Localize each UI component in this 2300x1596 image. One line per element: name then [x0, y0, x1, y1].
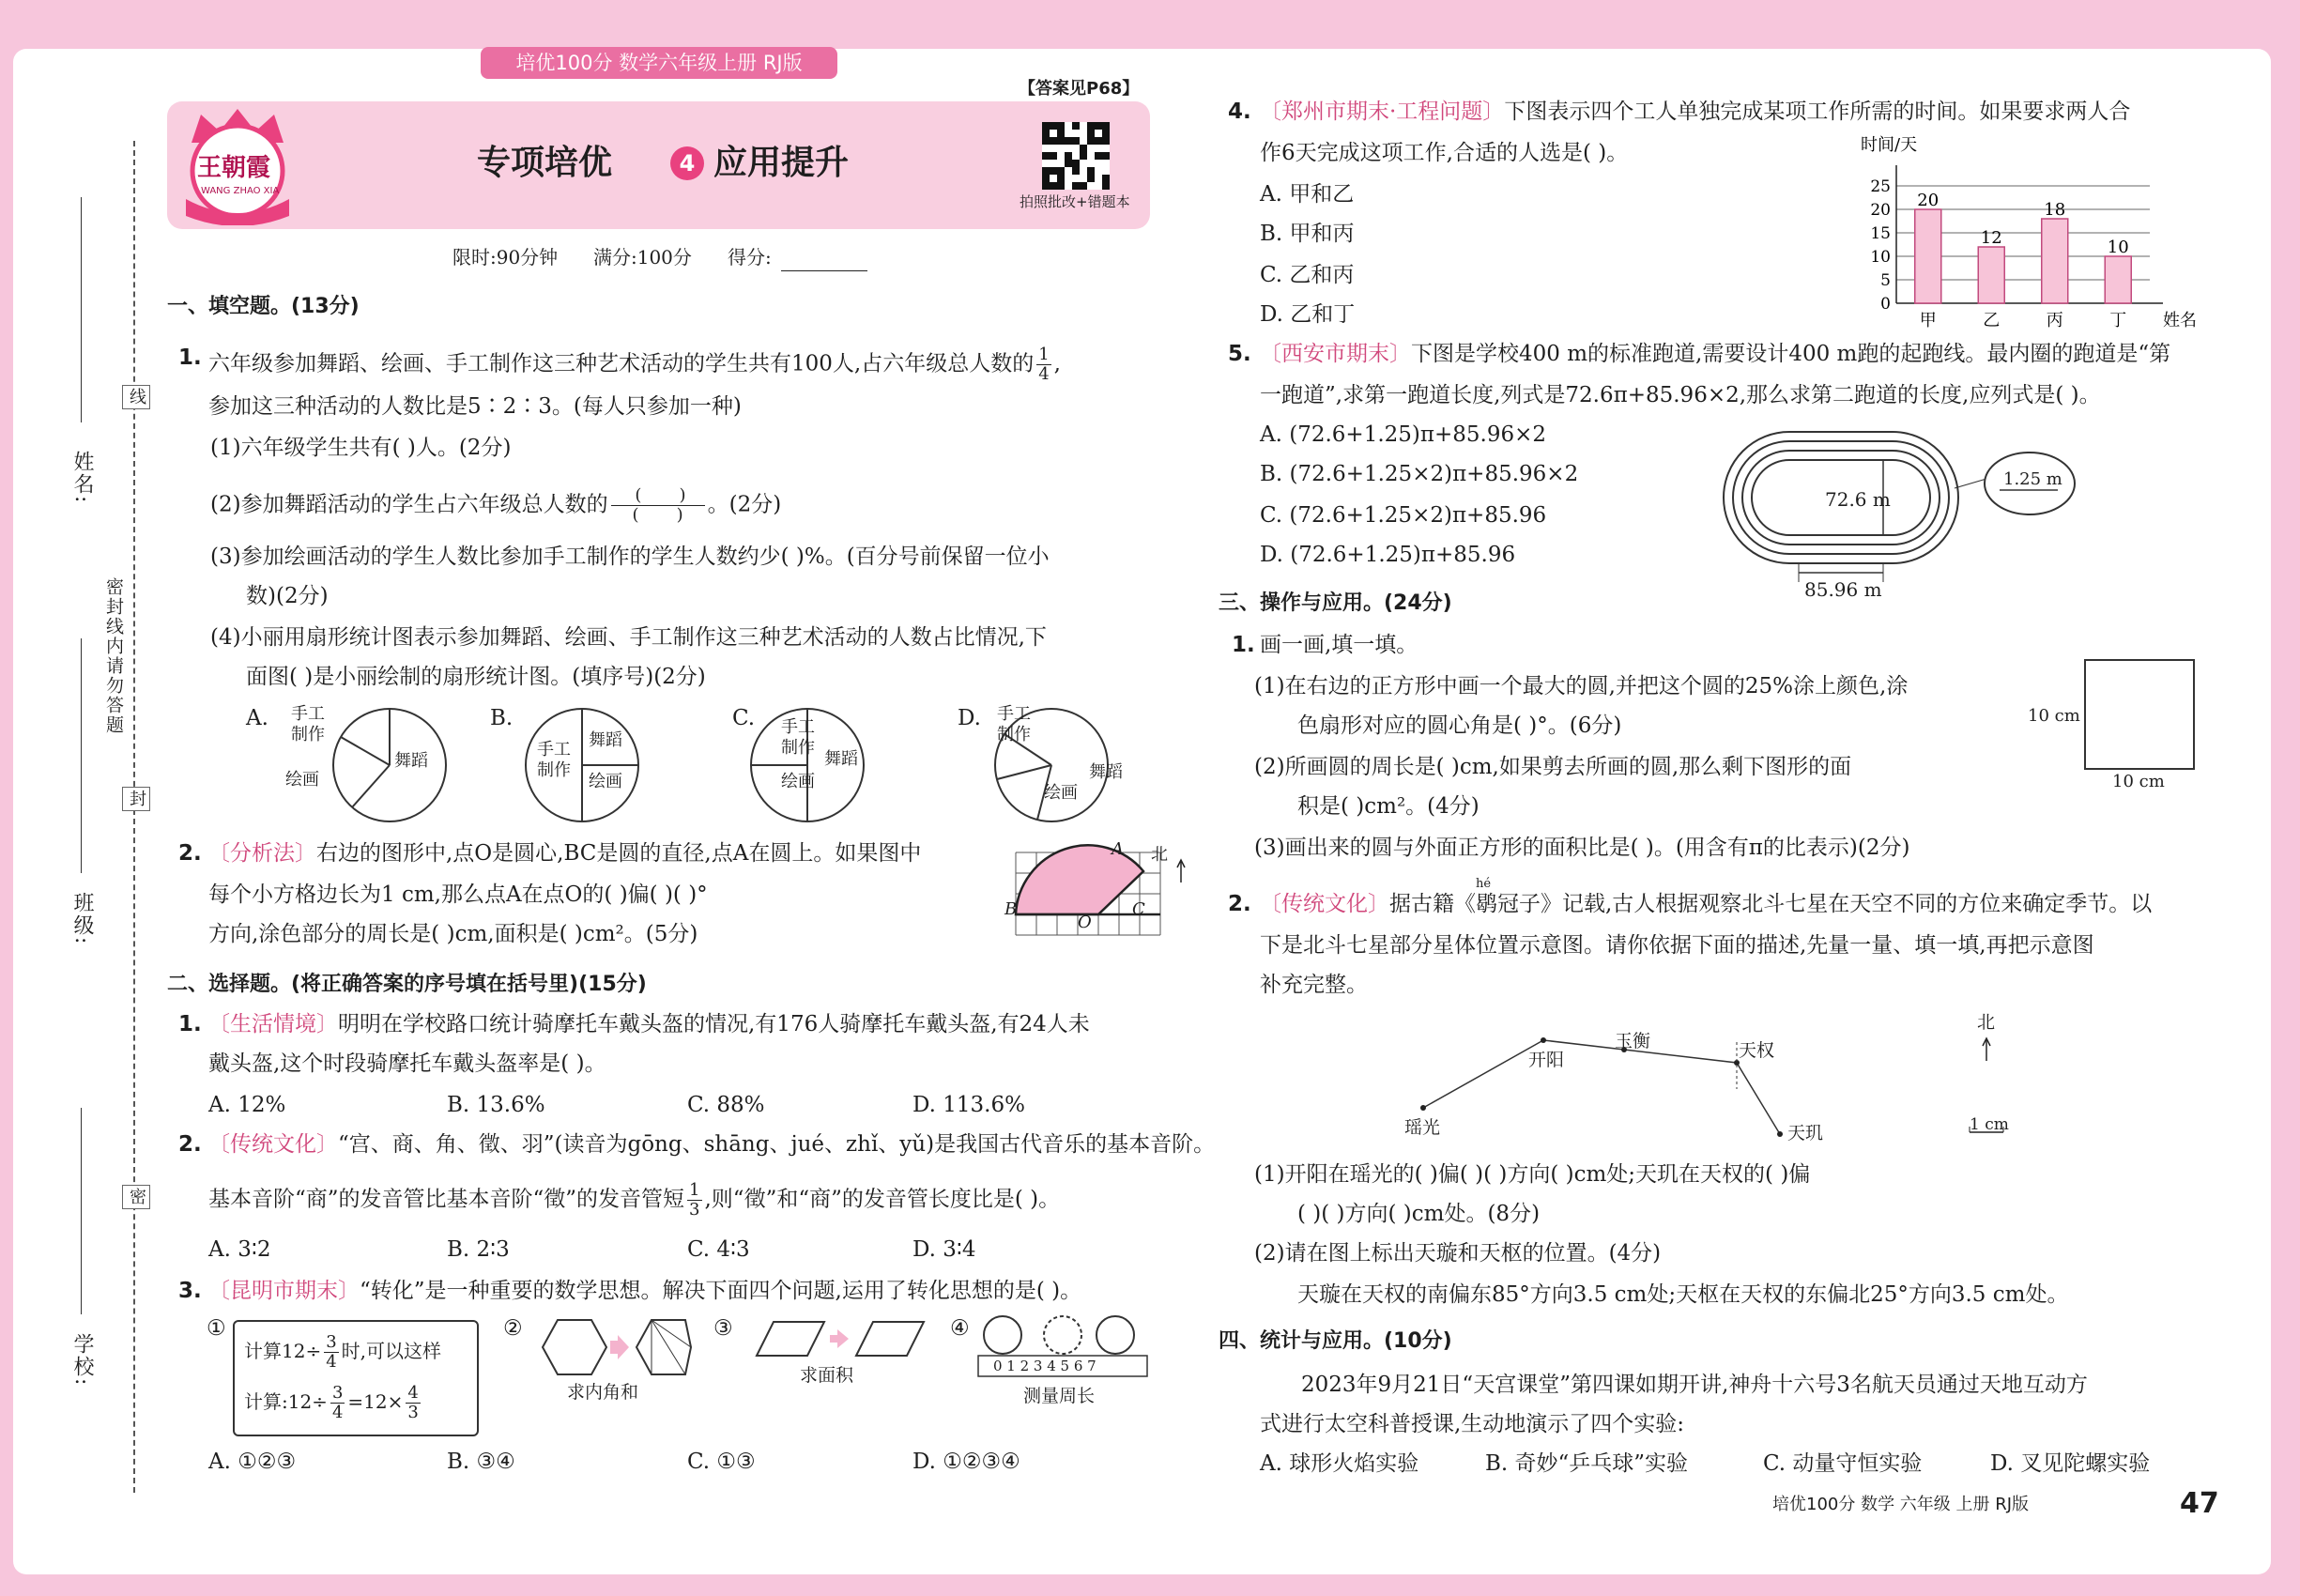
fig-2-caption: 求内角和	[567, 1382, 639, 1403]
s2-q3-opt-b: B. ③④	[447, 1450, 515, 1474]
logo-subtext: WANG ZHAO XIA	[201, 186, 280, 196]
r-q5-opt-d: D. (72.6+1.25)π+85.96	[1260, 543, 1516, 567]
title-number: 4	[670, 146, 704, 180]
chart-x-tick: 乙	[1983, 311, 2001, 330]
s1-q1-line2: 参加这三种活动的人数比是5∶2∶3。(每人只参加一种)	[208, 394, 742, 419]
full-score: 满分:100分	[593, 246, 692, 269]
s2-q2-line1: 〔传统文化〕“宫、商、角、徵、羽”(读音为gōng、shāng、jué、zhǐ、yǔ)是我国古代音乐的基本音阶。	[208, 1132, 1216, 1157]
s2-q1-number: 1.	[178, 1012, 202, 1036]
s1-q2-line2: 每个小方格边长为1 cm,那么点A在点O的( )偏( )( )°	[208, 882, 708, 907]
r-q4-opt-c: C. 乙和丙	[1260, 263, 1355, 287]
s4-opt-d: D. 叉见陀螺实验	[1990, 1451, 2151, 1476]
pie-d-paint: 绘画	[1044, 783, 1078, 803]
r-q5-line2: 一跑道”,求第一跑道长度,列式是72.6π+85.96×2,那么求第二跑道的长度,应列式是( )。	[1260, 383, 2101, 407]
series-banner: 培优100分 数学六年级上册 RJ版	[481, 47, 837, 79]
star-yuheng: 玉衡	[1615, 1031, 1651, 1051]
op1-part2-line1: (2)所画圆的周长是( )cm,如果剪去所画的圆,那么剩下图形的面	[1254, 755, 1852, 779]
page-number: 47	[2180, 1487, 2219, 1520]
track-length-label: 85.96 m	[1804, 578, 1882, 601]
s2-q3-opt-c: C. ①③	[687, 1450, 756, 1474]
pie-a-hand-1: 手工	[291, 704, 325, 724]
op1-number: 1.	[1232, 633, 1255, 657]
pie-a-hand-2: 制作	[291, 725, 325, 744]
fig-1-line1: 计算12÷ $\frac{3}{4}$ 时,可以这样	[244, 1332, 442, 1372]
s2-q2-opt-c: C. 4∶3	[687, 1237, 750, 1262]
s1-q1-part3-line1: (3)参加绘画活动的学生人数比参加手工制作的学生人数约少( )%。(百分号前保留一位小	[210, 545, 1050, 569]
pie-c-paint: 绘画	[781, 772, 815, 791]
pie-option-c-label: C.	[732, 706, 756, 730]
pie-option-a-label: A.	[246, 706, 268, 730]
brand-logo	[173, 105, 302, 225]
r-q5-opt-b: B. (72.6+1.25×2)π+85.96×2	[1260, 462, 1579, 486]
s1-q2-number: 2.	[178, 841, 202, 866]
lane-width-label: 1.25 m	[2003, 469, 2062, 489]
s1-q1-part1: (1)六年级学生共有( )人。(2分)	[210, 436, 512, 460]
point-b: B	[1004, 899, 1018, 919]
s2-q2-opt-a: A. 3∶2	[208, 1237, 271, 1262]
north-label-2: 北	[1977, 1012, 1996, 1033]
star-kaiyang: 开阳	[1528, 1050, 1565, 1070]
chart-bar	[1915, 209, 1941, 303]
qr-code	[1042, 122, 1110, 190]
star-tianquan: 天权	[1739, 1040, 1775, 1061]
r-q5-opt-a: A. (72.6+1.25)π+85.96×2	[1260, 422, 1547, 447]
chart-data-label: 20	[1917, 191, 1940, 210]
answer-ref: 【答案见P68】	[1019, 79, 1140, 99]
pie-d-hand-2: 制作	[997, 725, 1031, 744]
fig-3-mark: ③	[713, 1316, 733, 1341]
footer-text: 培优100分 数学 六年级 上册 RJ版	[1772, 1495, 2030, 1514]
qr-caption: 拍照批改+错题本	[1020, 193, 1130, 210]
s4-opt-b: B. 奇妙“乒乓球”实验	[1485, 1451, 1689, 1476]
op2-part1-line1: (1)开阳在瑶光的( )偏( )( )方向( )cm处;天玑在天权的( )偏	[1254, 1162, 1811, 1187]
pie-b-dance: 舞蹈	[589, 730, 622, 750]
r-q4-number: 4.	[1228, 100, 1251, 124]
score-label: 得分:	[728, 246, 772, 269]
pie-b-hand-1: 手工	[537, 740, 571, 760]
star-yaoguang: 瑶光	[1404, 1117, 1441, 1138]
binding-line-mark: 线	[122, 385, 150, 409]
chart-y-tick: 15	[1870, 224, 1891, 243]
op1-part3: (3)画出来的圆与外面正方形的面积比是( )。(用含有π的比表示)(2分)	[1254, 836, 1910, 860]
s2-q3-number: 3.	[178, 1279, 202, 1303]
chart-data-label: 18	[2044, 200, 2066, 220]
s2-q3-opt-a: A. ①②③	[208, 1450, 297, 1474]
star-tianji: 天玑	[1787, 1123, 1824, 1143]
fig-2-hexagon	[526, 1314, 695, 1380]
fig-3-parallelogram	[738, 1316, 935, 1363]
north-label-1: 北	[1151, 845, 1168, 865]
section-1-title: 一、填空题。(13分)	[167, 295, 360, 318]
s2-q2-opt-b: B. 2∶3	[447, 1237, 510, 1262]
section-4-title: 四、统计与应用。(10分)	[1219, 1329, 1452, 1353]
r-q4-opt-d: D. 乙和丁	[1260, 302, 1356, 327]
s2-q2-line2: 基本音阶“商”的发音管比基本音阶“徵”的发音管短 $\frac{1}{3}$ ,则“徵”和“商”的发音管长度比是( )。	[208, 1180, 1061, 1220]
chart-y-tick: 5	[1880, 271, 1891, 290]
name-label: 姓名:	[70, 451, 94, 505]
running-track-figure	[1718, 422, 2093, 610]
square-bottom-label: 10 cm	[2112, 772, 2165, 791]
op1-head: 画一画,填一填。	[1260, 633, 1418, 657]
chart-y-tick: 20	[1870, 201, 1891, 220]
s1-q1-line1: 六年级参加舞蹈、绘画、手工制作这三种艺术活动的学生共有100人,占六年级总人数的 $\frac{1}{4}$ ,	[208, 345, 1061, 384]
fig-1-mark: ①	[207, 1316, 226, 1341]
r-q5-opt-c: C. (72.6+1.25×2)π+85.96	[1260, 503, 1547, 528]
chart-data-label: 10	[2107, 238, 2129, 257]
op1-part1-line1: (1)在右边的正方形中画一个最大的圆,并把这个圆的25%涂上颜色,涂	[1254, 674, 1909, 698]
chart-y-tick: 10	[1870, 248, 1891, 267]
fig-3-caption: 求面积	[800, 1365, 854, 1386]
binding-seal-mark: 封	[122, 787, 150, 811]
point-o: O	[1078, 913, 1092, 932]
fig-4-caption: 测量周长	[1023, 1386, 1096, 1406]
s2-q3-opt-d: D. ①②③④	[912, 1450, 1020, 1474]
school-label: 学校:	[70, 1333, 94, 1388]
op2-part2: (2)请在图上标出天璇和天枢的位置。(4分)	[1254, 1241, 1662, 1266]
square-side-label: 10 cm	[2028, 706, 2080, 726]
r-q5-line1: 〔西安市期末〕下图是学校400 m的标准跑道,需要设计400 m跑的起跑线。最内圈的跑道是“第	[1260, 342, 2171, 366]
s2-q1-line1: 〔生活情境〕明明在学校路口统计骑摩托车戴头盔的情况,有176人骑摩托车戴头盔,有24人未	[208, 1012, 1090, 1036]
pie-b-paint: 绘画	[589, 772, 622, 791]
fig-4-ruler-scale: 0 1 2 3 4 5 6 7	[993, 1358, 1096, 1374]
r-q4-opt-a: A. 甲和乙	[1260, 182, 1355, 207]
s2-q1-line2: 戴头盔,这个时段骑摩托车戴头盔率是( )。	[208, 1051, 606, 1076]
binding-secret-mark: 密	[122, 1185, 150, 1209]
op2-line1: 〔传统文化〕据古籍《鹖冠子 hé 》记载,古人根据观察北斗七星在天空不同的方位来确定季节。以	[1260, 877, 2153, 916]
s4-opt-a: A. 球形火焰实验	[1260, 1451, 1419, 1476]
r-q5-number: 5.	[1228, 342, 1251, 366]
op2-line3: 补充完整。	[1260, 973, 1368, 997]
chart-y-label: 时间/天	[1861, 135, 1918, 155]
op2-part3: 天璇在天权的南偏东85°方向3.5 cm处;天枢在天权的东偏北25°方向3.5 cm处。	[1297, 1282, 2069, 1307]
s1-q2-line1: 〔分析法〕右边的图形中,点O是圆心,BC是圆的直径,点A在圆上。如果图中	[208, 841, 922, 866]
chart-x-tick: 甲	[1919, 311, 1937, 330]
point-c: C	[1132, 899, 1145, 919]
track-width-label: 72.6 m	[1825, 488, 1891, 511]
pie-c-dance: 舞蹈	[824, 749, 858, 769]
chart-x-tick: 丁	[2109, 311, 2127, 330]
r-q4-line2: 作6天完成这项工作,合适的人选是( )。	[1260, 141, 1629, 165]
pie-a-dance: 舞蹈	[394, 751, 428, 771]
op2-line2: 下是北斗七星部分星体位置示意图。请你依据下面的描述,先量一量、填一填,再把示意图	[1260, 933, 2094, 958]
fig-1-line2: 计算:12÷ $\frac{3}{4}$ =12× $\frac{4}{3}$	[244, 1383, 419, 1422]
s1-q1-number: 1.	[178, 345, 202, 370]
s1-q1-part3-line2: 数)(2分)	[246, 584, 329, 608]
op1-part2-line2: 积是( )cm²。(4分)	[1297, 794, 1480, 819]
s1-q1-part4-line1: (4)小丽用扇形统计图表示参加舞蹈、绘画、手工制作这三种艺术活动的人数占比情况,下	[210, 625, 1047, 650]
logo-text: 王朝霞	[197, 154, 271, 182]
pinyin-he: hé	[1476, 877, 1492, 891]
s4-line1: 2023年9月21日“天宫课堂”第四课如期开讲,神舟十六号3名航天员通过天地互动方	[1301, 1373, 2088, 1397]
chart-y-tick: 25	[1870, 177, 1891, 196]
work-time-bar-chart	[1840, 130, 2206, 331]
s2-q1-opt-b: B. 13.6%	[447, 1093, 545, 1117]
square-figure	[2084, 659, 2195, 770]
s1-q2-line3: 方向,涂色部分的周长是( )cm,面积是( )cm²。(5分)	[208, 922, 698, 946]
s2-q2-opt-d: D. 3∶4	[912, 1237, 976, 1262]
pie-a	[333, 709, 446, 821]
title-left: 专项培优	[477, 144, 613, 182]
fig-2-mark: ②	[503, 1316, 523, 1341]
op1-part1-line2: 色扇形对应的圆心角是( )°。(6分)	[1297, 714, 1622, 738]
r-q4-line1: 〔郑州市期末·工程问题〕下图表示四个工人单独完成某项工作所需的时间。如果要求两人合	[1260, 100, 2131, 124]
pie-a-paint: 绘画	[285, 770, 319, 790]
class-label: 班级:	[70, 892, 94, 946]
s2-q2-number: 2.	[178, 1132, 202, 1157]
op2-number: 2.	[1228, 892, 1251, 916]
pie-d-dance: 舞蹈	[1089, 762, 1123, 782]
section-2-title: 二、选择题。(将正确答案的序号填在括号里)(15分)	[167, 973, 647, 996]
pie-c-hand-2: 制作	[781, 738, 815, 758]
time-limit: 限时:90分钟	[452, 246, 559, 269]
chart-x-label: 姓名	[2163, 311, 2197, 330]
fig-4-mark: ④	[950, 1316, 970, 1341]
chart-bar	[2105, 256, 2131, 303]
section-3-title: 三、操作与应用。(24分)	[1219, 591, 1452, 615]
s2-q1-opt-a: A. 12%	[208, 1093, 286, 1117]
r-q4-opt-b: B. 甲和丙	[1260, 222, 1355, 246]
title-right: 应用提升	[713, 144, 850, 182]
op2-part1-line2: ( )( )方向( )cm处。(8分)	[1297, 1202, 1541, 1226]
header-box	[167, 101, 1150, 229]
s2-q1-opt-d: D. 113.6%	[912, 1093, 1025, 1117]
chart-data-label: 12	[1980, 228, 2002, 248]
pie-c-hand-1: 手工	[781, 717, 815, 737]
chart-x-tick: 丙	[2046, 311, 2063, 330]
pie-option-d-label: D.	[958, 706, 981, 730]
s1-q1-part2: (2)参加舞蹈活动的学生占六年级总人数的 $\frac{( )}{( )}$ 。(2分)	[210, 485, 782, 525]
binding-notice: 密封线内请勿答题	[103, 577, 124, 735]
s1-q1-part4-line2: 面图( )是小丽绘制的扇形统计图。(填序号)(2分)	[246, 665, 706, 689]
s4-line2: 式进行太空科普授课,生动地演示了四个实验:	[1260, 1412, 1685, 1436]
point-a: A	[1112, 839, 1124, 859]
chart-y-tick: 0	[1880, 295, 1891, 314]
scale-label: 1 cm	[1970, 1115, 2009, 1134]
chart-bar	[1978, 247, 2004, 303]
s2-q3-line1: 〔昆明市期末〕“转化”是一种重要的数学思想。解决下面四个问题,运用了转化思想的是( )。	[208, 1279, 1082, 1303]
pie-option-b-label: B.	[490, 706, 514, 730]
s4-opt-c: C. 动量守恒实验	[1763, 1451, 1923, 1476]
chart-bar	[2042, 219, 2068, 303]
pie-d-hand-1: 手工	[997, 704, 1031, 724]
pie-b-hand-2: 制作	[537, 760, 571, 780]
s2-q1-opt-c: C. 88%	[687, 1093, 765, 1117]
